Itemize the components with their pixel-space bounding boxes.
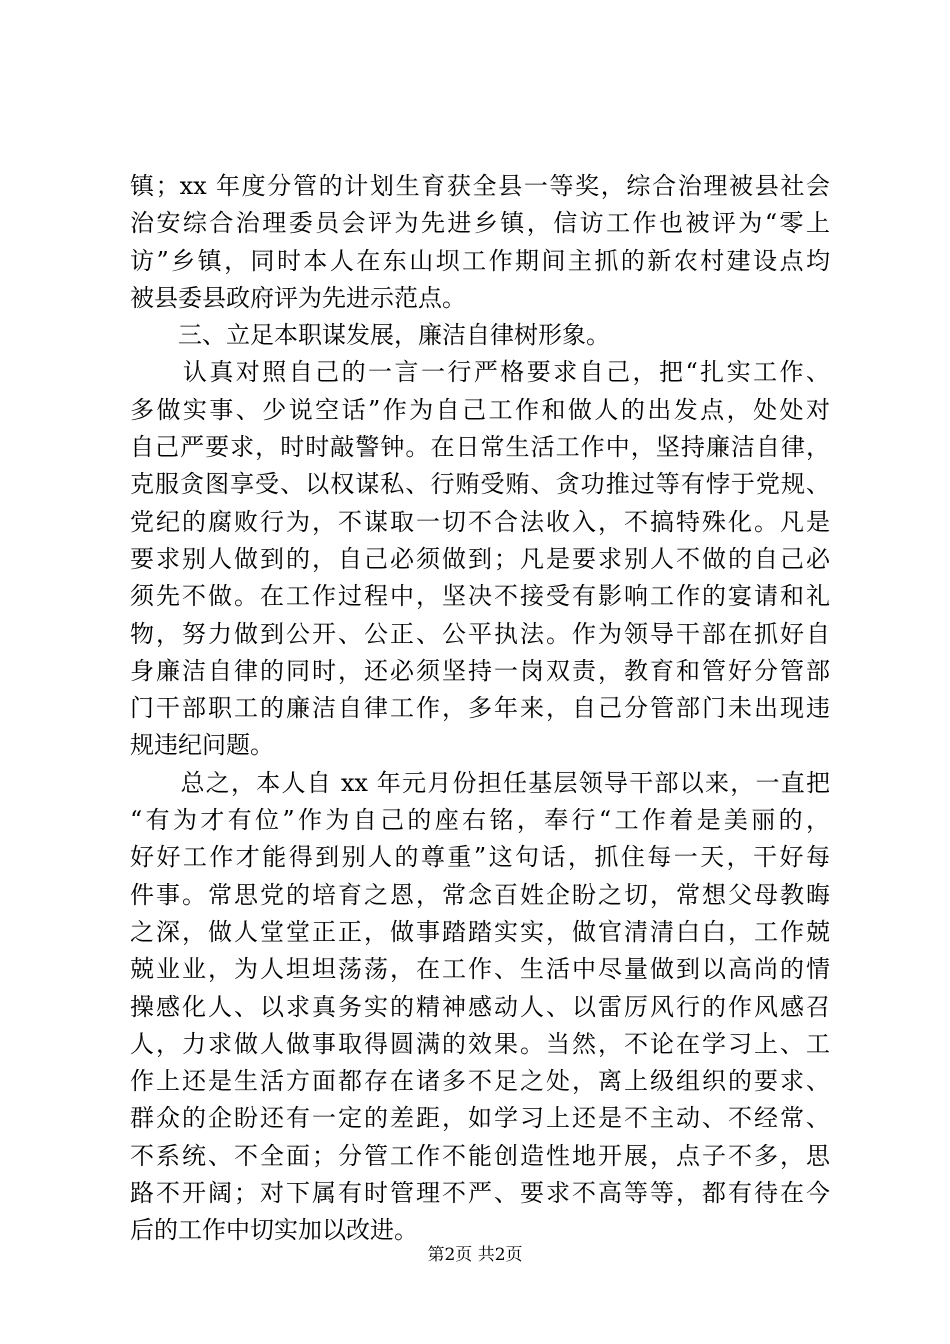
text-line: 路不开阔；对下属有时管理不严、要求不高等等，都有待在今 (130, 1179, 830, 1208)
text-line: 须先不做。在工作过程中，坚决不接受有影响工作的宴请和礼 (130, 582, 830, 611)
text-line: 群众的企盼还有一定的差距，如学习上还是不主动、不经常、 (130, 1104, 830, 1133)
text-line: 克服贪图享受、以权谋私、行贿受贿、贪功推过等有悖于党规、 (130, 470, 830, 499)
text-line: 镇；xx 年度分管的计划生育获全县一等奖，综合治理被县社会 (130, 172, 830, 200)
text-line: 件事。常思党的培育之恩，常念百姓企盼之切，常想父母教晦 (130, 880, 830, 909)
text-line: 之深，做人堂堂正正，做事踏踏实实，做官清清白白，工作兢 (130, 917, 830, 946)
text-line: 兢业业，为人坦坦荡荡，在工作、生活中尽量做到以高尚的情 (130, 955, 830, 984)
text-line: 党纪的腐败行为，不谋取一切不合法收入，不搞特殊化。凡是 (130, 507, 830, 536)
text-line: 规违纪问题。 (130, 731, 274, 760)
text-line: 物，努力做到公开、公正、公平执法。作为领导干部在抓好自 (130, 619, 830, 648)
text-line: 总之，本人自 xx 年元月份担任基层领导干部以来，一直把 (130, 768, 830, 797)
text-line: “有为才有位”作为自己的座右铭，奉行“工作着是美丽的， (130, 806, 830, 835)
text-line: 自己严要求，时时敲警钟。在日常生活工作中，坚持廉洁自律， (130, 433, 830, 462)
text-line: 访”乡镇，同时本人在东山坝工作期间主抓的新农村建设点均 (130, 246, 830, 275)
text-line: 被县委县政府评为先进示范点。 (130, 283, 466, 312)
body-text (130, 168, 830, 1250)
text-line: 作上还是生活方面都存在诸多不足之处，离上级组织的要求、 (130, 1067, 830, 1096)
text-line: 操感化人、以求真务实的精神感动人、以雷厉风行的作风感召 (130, 992, 830, 1021)
text-line: 认真对照自己的一言一行严格要求自己，把“扎实工作、 (130, 358, 830, 387)
text-line: 三、立足本职谋发展，廉洁自律树形象。 (130, 321, 610, 350)
page-footer: 第2页 共2页 (427, 1245, 523, 1265)
text-line: 身廉洁自律的同时，还必须坚持一岗双责，教育和管好分管部 (130, 656, 830, 685)
text-line: 多做实事、少说空话”作为自己工作和做人的出发点，处处对 (130, 395, 830, 424)
text-line: 好好工作才能得到别人的尊重”这句话，抓住每一天，干好每 (130, 843, 830, 872)
text-line: 不系统、不全面；分管工作不能创造性地开展，点子不多，思 (130, 1141, 830, 1170)
text-line: 人，力求做人做事取得圆满的效果。当然，不论在学习上、工 (130, 1029, 830, 1058)
text-line: 后的工作中切实加以改进。 (130, 1216, 418, 1245)
text-line: 要求别人做到的，自己必须做到；凡是要求别人不做的自己必 (130, 544, 830, 573)
text-line: 门干部职工的廉洁自律工作，多年来，自己分管部门未出现违 (130, 694, 830, 723)
text-line: 治安综合治理委员会评为先进乡镇，信访工作也被评为“零上 (130, 209, 830, 238)
